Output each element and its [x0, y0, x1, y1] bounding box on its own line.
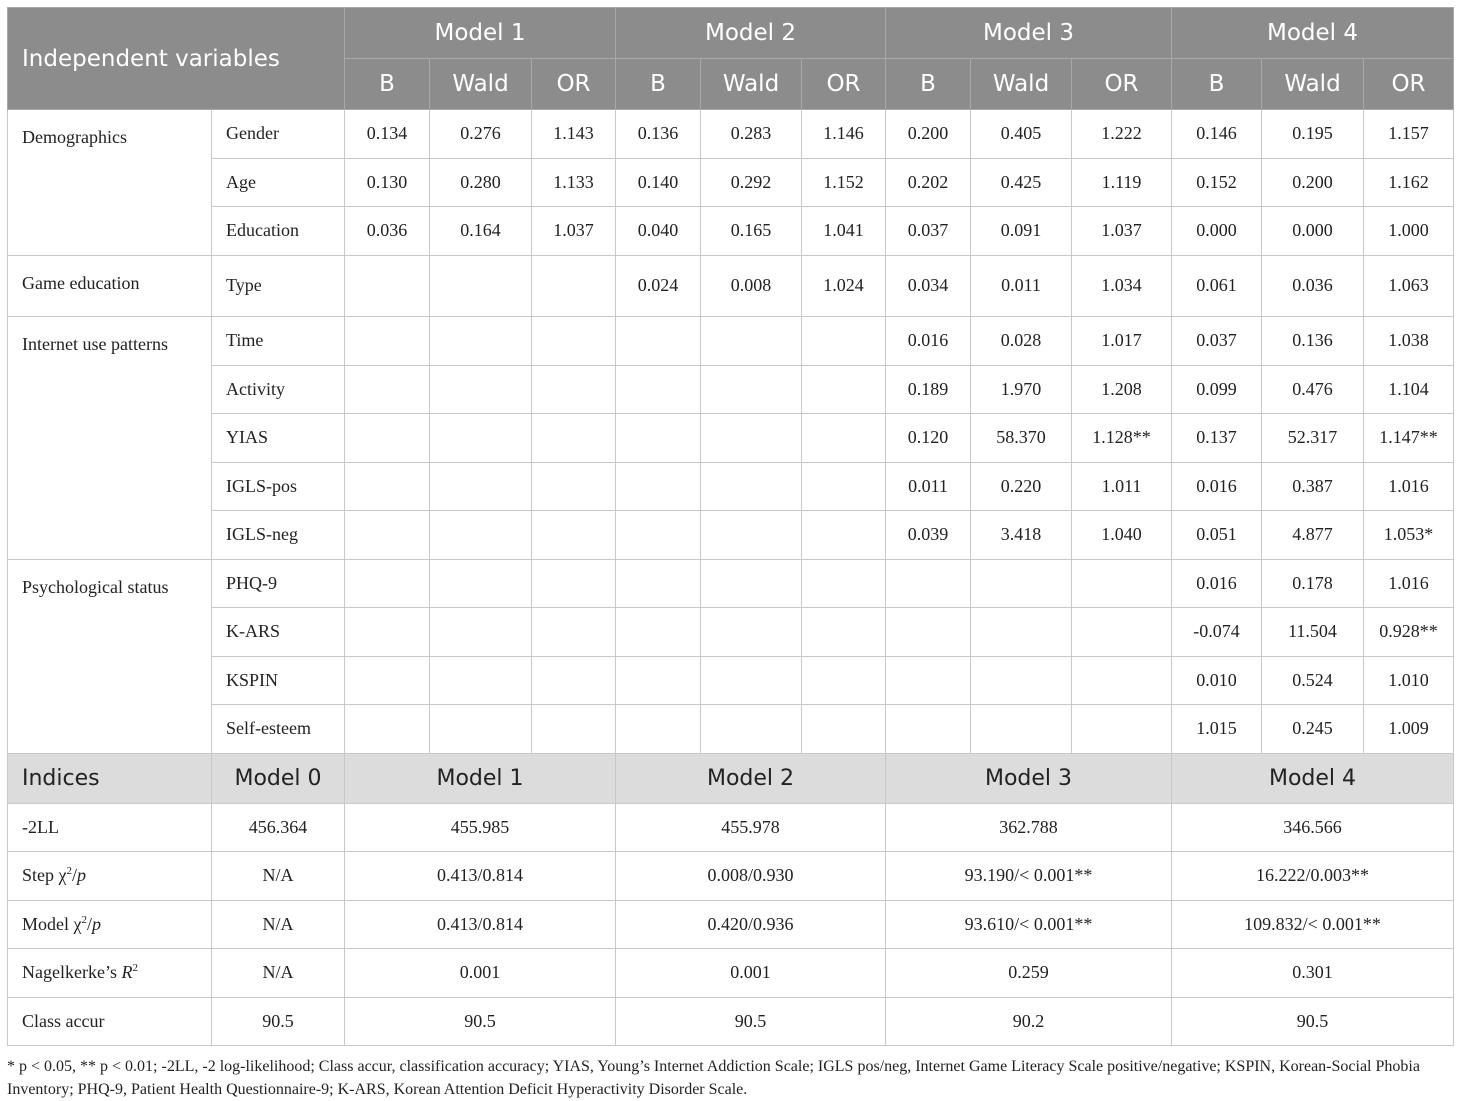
table-cell: 52.317: [1262, 414, 1364, 463]
stat-header-model2-wald: Wald: [701, 59, 802, 110]
index-value: 0.001: [616, 949, 886, 998]
table-cell: 0.130: [345, 158, 430, 207]
table-cell: 0.165: [701, 207, 802, 256]
variable-label: Education: [212, 207, 345, 256]
table-cell: [701, 365, 802, 414]
table-cell: [430, 414, 532, 463]
index-label-slash: /: [86, 913, 92, 934]
index-value: 90.5: [1172, 997, 1454, 1046]
model-2-index-header: Model 2: [616, 753, 886, 803]
table-cell: [616, 317, 701, 366]
header-row-models: [8, 8, 1454, 59]
table-cell: [430, 511, 532, 560]
table-cell: [1072, 559, 1172, 608]
stat-header-model4-wald: Wald: [1262, 59, 1364, 110]
table-row: [8, 110, 1454, 159]
table-cell: 0.028: [971, 317, 1072, 366]
table-cell: [532, 365, 616, 414]
table-cell: 1.152: [802, 158, 886, 207]
table-cell: [616, 559, 701, 608]
table-cell: 4.877: [1262, 511, 1364, 560]
index-label-text: Model χ: [22, 913, 82, 934]
index-value: 0.001: [345, 949, 616, 998]
table-cell: [802, 656, 886, 705]
table-cell: 0.000: [1172, 207, 1262, 256]
index-value: 90.5: [212, 997, 345, 1046]
table-row: [8, 255, 1454, 317]
table-cell: 1.208: [1072, 365, 1172, 414]
table-cell: [532, 414, 616, 463]
index-value: 0.413/0.814: [345, 900, 616, 949]
model-1-index-header: Model 1: [345, 753, 616, 803]
table-cell: 0.164: [430, 207, 532, 256]
index-row: [8, 949, 1454, 998]
table-cell: [345, 414, 430, 463]
table-cell: [532, 255, 616, 317]
table-cell: 0.178: [1262, 559, 1364, 608]
table-cell: [886, 656, 971, 705]
index-row: [8, 803, 1454, 852]
table-cell: [345, 656, 430, 705]
table-cell: 1.053*: [1364, 511, 1454, 560]
table-cell: [1072, 705, 1172, 754]
table-cell: 1.010: [1364, 656, 1454, 705]
table-cell: 1.157: [1364, 110, 1454, 159]
table-cell: [802, 317, 886, 366]
index-value: 0.008/0.930: [616, 852, 886, 901]
group-label: Demographics: [8, 110, 212, 256]
index-value: 455.985: [345, 803, 616, 852]
table-cell: 1.128**: [1072, 414, 1172, 463]
index-label: [8, 852, 212, 901]
table-cell: [701, 511, 802, 560]
index-value: 90.5: [616, 997, 886, 1046]
table-cell: 0.010: [1172, 656, 1262, 705]
table-cell: 0.202: [886, 158, 971, 207]
table-cell: 0.016: [886, 317, 971, 366]
table-cell: [345, 462, 430, 511]
index-value: 16.222/0.003**: [1172, 852, 1454, 901]
table-cell: [616, 705, 701, 754]
table-cell: 0.136: [616, 110, 701, 159]
table-cell: [1072, 656, 1172, 705]
index-value: 0.420/0.936: [616, 900, 886, 949]
table-cell: [701, 414, 802, 463]
table-cell: [802, 705, 886, 754]
table-cell: [802, 365, 886, 414]
index-row: [8, 852, 1454, 901]
table-cell: 0.928**: [1364, 608, 1454, 657]
table-cell: 1.119: [1072, 158, 1172, 207]
table-cell: 0.195: [1262, 110, 1364, 159]
table-cell: [701, 317, 802, 366]
table-cell: [886, 705, 971, 754]
stat-header-model2-b: B: [616, 59, 701, 110]
index-label-superscript: 2: [81, 913, 87, 926]
table-cell: 1.143: [532, 110, 616, 159]
index-label: [8, 949, 212, 998]
table-footnote: * p < 0.05, ** p < 0.01; -2LL, -2 log-likelihood; Class accur, classification accuracy; YIAS, Young’s Internet Addiction Scale; IGLS pos/neg, Internet Game Literacy Scale positive/negative; KSPIN, Korean-Social Phobia Inventory; PHQ-9, Patient Health Questionnaire-9; K-ARS, Korean Attention Deficit Hyperactivity Disorder Scale.: [7, 1058, 1420, 1098]
variable-label: Gender: [212, 110, 345, 159]
index-value: 346.566: [1172, 803, 1454, 852]
table-cell: 0.037: [1172, 317, 1262, 366]
variable-label: Self-esteem: [212, 705, 345, 754]
table-row: [8, 559, 1454, 608]
table-cell: 1.146: [802, 110, 886, 159]
table-cell: [616, 656, 701, 705]
index-label: -2LL: [8, 803, 212, 852]
index-value: N/A: [212, 852, 345, 901]
table-cell: 0.134: [345, 110, 430, 159]
stat-header-model4-or: OR: [1364, 59, 1454, 110]
table-cell: [802, 608, 886, 657]
model-2-header: Model 2: [616, 8, 886, 59]
table-cell: [971, 608, 1072, 657]
table-cell: [345, 317, 430, 366]
table-cell: 0.283: [701, 110, 802, 159]
table-cell: 1.147**: [1364, 414, 1454, 463]
index-value: 93.190/< 0.001**: [886, 852, 1172, 901]
table-cell: [701, 462, 802, 511]
table-cell: [430, 705, 532, 754]
table-cell: [532, 559, 616, 608]
table-cell: 0.152: [1172, 158, 1262, 207]
model-1-header: Model 1: [345, 8, 616, 59]
table-cell: 0.476: [1262, 365, 1364, 414]
index-value: 0.259: [886, 949, 1172, 998]
table-row: [8, 317, 1454, 366]
table-cell: 0.016: [1172, 462, 1262, 511]
model-4-index-header: Model 4: [1172, 753, 1454, 803]
variable-label: Activity: [212, 365, 345, 414]
table-cell: 1.016: [1364, 462, 1454, 511]
table-cell: 0.036: [1262, 255, 1364, 317]
table-cell: [345, 255, 430, 317]
table-cell: [802, 511, 886, 560]
index-value: 456.364: [212, 803, 345, 852]
table-cell: 0.051: [1172, 511, 1262, 560]
index-value: 109.832/< 0.001**: [1172, 900, 1454, 949]
index-label-superscript: 2: [66, 865, 72, 878]
variable-label: YIAS: [212, 414, 345, 463]
group-label: Psychological status: [8, 559, 212, 753]
table-row: [8, 705, 1454, 754]
table-cell: 0.200: [1262, 158, 1364, 207]
table-cell: [1072, 608, 1172, 657]
table-cell: 0.016: [1172, 559, 1262, 608]
table-row: [8, 511, 1454, 560]
table-cell: 1.063: [1364, 255, 1454, 317]
table-cell: [701, 705, 802, 754]
table-cell: [616, 511, 701, 560]
index-label: Class accur: [8, 997, 212, 1046]
index-value: 455.978: [616, 803, 886, 852]
index-value: 93.610/< 0.001**: [886, 900, 1172, 949]
regression-table: [7, 7, 1454, 1046]
table-cell: [701, 656, 802, 705]
table-cell: 1.104: [1364, 365, 1454, 414]
index-label-text: Nagelkerke’s: [22, 962, 122, 983]
table-cell: 1.037: [532, 207, 616, 256]
table-cell: 0.000: [1262, 207, 1364, 256]
table-cell: [532, 511, 616, 560]
table-cell: 0.405: [971, 110, 1072, 159]
variable-label: IGLS-neg: [212, 511, 345, 560]
index-value: 0.413/0.814: [345, 852, 616, 901]
table-cell: [345, 365, 430, 414]
table-cell: 0.137: [1172, 414, 1262, 463]
table-cell: [532, 608, 616, 657]
table-cell: 1.038: [1364, 317, 1454, 366]
table-cell: 1.017: [1072, 317, 1172, 366]
table-cell: [971, 656, 1072, 705]
table-cell: 0.011: [886, 462, 971, 511]
table-row: [8, 158, 1454, 207]
variable-label: PHQ-9: [212, 559, 345, 608]
table-cell: 0.524: [1262, 656, 1364, 705]
table-cell: 0.120: [886, 414, 971, 463]
table-cell: 1.024: [802, 255, 886, 317]
table-cell: 0.011: [971, 255, 1072, 317]
table-cell: [802, 414, 886, 463]
table-cell: 58.370: [971, 414, 1072, 463]
table-cell: [886, 559, 971, 608]
table-cell: 0.034: [886, 255, 971, 317]
table-cell: 0.040: [616, 207, 701, 256]
table-cell: 0.189: [886, 365, 971, 414]
table-row: [8, 207, 1454, 256]
index-value: 90.5: [345, 997, 616, 1046]
table-cell: 0.037: [886, 207, 971, 256]
indices-body: [8, 753, 1454, 1046]
stat-header-model3-or: OR: [1072, 59, 1172, 110]
table-cell: 1.133: [532, 158, 616, 207]
variable-label: IGLS-pos: [212, 462, 345, 511]
index-row: [8, 997, 1454, 1046]
index-value: N/A: [212, 900, 345, 949]
table-cell: [345, 608, 430, 657]
table-cell: 1.000: [1364, 207, 1454, 256]
table-cell: 0.039: [886, 511, 971, 560]
model-0-index-header: Model 0: [212, 753, 345, 803]
regression-table-container: [7, 7, 1453, 1101]
index-label-superscript: 2: [132, 962, 138, 975]
table-cell: 1.041: [802, 207, 886, 256]
table-cell: [616, 365, 701, 414]
table-cell: 0.200: [886, 110, 971, 159]
table-row: [8, 414, 1454, 463]
table-cell: [532, 705, 616, 754]
variable-label: KSPIN: [212, 656, 345, 705]
index-value: N/A: [212, 949, 345, 998]
stat-header-model3-b: B: [886, 59, 971, 110]
table-cell: [430, 317, 532, 366]
variable-label: Time: [212, 317, 345, 366]
table-cell: [971, 705, 1072, 754]
table-cell: 1.015: [1172, 705, 1262, 754]
table-cell: [430, 255, 532, 317]
table-cell: 0.008: [701, 255, 802, 317]
table-cell: 11.504: [1262, 608, 1364, 657]
table-cell: 0.276: [430, 110, 532, 159]
stat-header-model1-or: OR: [532, 59, 616, 110]
table-cell: 0.140: [616, 158, 701, 207]
variable-label: Age: [212, 158, 345, 207]
table-cell: [701, 559, 802, 608]
table-cell: [886, 608, 971, 657]
index-label-italic: p: [77, 865, 87, 886]
stat-header-model2-or: OR: [802, 59, 886, 110]
table-cell: [616, 462, 701, 511]
index-label-text: Step χ: [22, 865, 67, 886]
table-cell: [616, 414, 701, 463]
table-cell: [802, 559, 886, 608]
indices-label: Indices: [8, 753, 212, 803]
index-label: [8, 900, 212, 949]
group-label: Game education: [8, 255, 212, 317]
table-cell: 0.292: [701, 158, 802, 207]
table-cell: 1.016: [1364, 559, 1454, 608]
table-cell: 1.037: [1072, 207, 1172, 256]
table-cell: 0.387: [1262, 462, 1364, 511]
table-cell: [802, 462, 886, 511]
group-label: Internet use patterns: [8, 317, 212, 560]
table-cell: [701, 608, 802, 657]
index-label-italic: p: [92, 913, 101, 934]
table-cell: [345, 559, 430, 608]
model-3-header: Model 3: [886, 8, 1172, 59]
stat-header-model3-wald: Wald: [971, 59, 1072, 110]
table-cell: 1.222: [1072, 110, 1172, 159]
table-cell: [430, 365, 532, 414]
table-cell: [430, 608, 532, 657]
table-cell: [532, 317, 616, 366]
index-value: 90.2: [886, 997, 1172, 1046]
table-cell: 0.220: [971, 462, 1072, 511]
table-cell: 1.162: [1364, 158, 1454, 207]
model-4-header: Model 4: [1172, 8, 1454, 59]
table-cell: 0.091: [971, 207, 1072, 256]
table-cell: 1.009: [1364, 705, 1454, 754]
index-value: 362.788: [886, 803, 1172, 852]
table-cell: [345, 705, 430, 754]
table-cell: 0.280: [430, 158, 532, 207]
stat-header-model1-b: B: [345, 59, 430, 110]
table-cell: [345, 511, 430, 560]
index-row: [8, 900, 1454, 949]
table-row: [8, 462, 1454, 511]
index-label-italic: R: [121, 962, 133, 983]
table-row: [8, 365, 1454, 414]
independent-variables-header: Independent variables: [8, 8, 345, 110]
table-cell: 0.036: [345, 207, 430, 256]
coefficients-body: [8, 110, 1454, 754]
variable-label: K-ARS: [212, 608, 345, 657]
table-cell: 3.418: [971, 511, 1072, 560]
table-cell: [616, 608, 701, 657]
table-cell: [532, 462, 616, 511]
table-cell: 0.061: [1172, 255, 1262, 317]
table-cell: 0.146: [1172, 110, 1262, 159]
table-cell: 0.136: [1262, 317, 1364, 366]
table-cell: [430, 559, 532, 608]
stat-header-model1-wald: Wald: [430, 59, 532, 110]
table-row: [8, 608, 1454, 657]
table-cell: 0.425: [971, 158, 1072, 207]
table-cell: 1.034: [1072, 255, 1172, 317]
table-cell: 1.011: [1072, 462, 1172, 511]
table-cell: [430, 656, 532, 705]
table-cell: 1.040: [1072, 511, 1172, 560]
model-3-index-header: Model 3: [886, 753, 1172, 803]
table-cell: 0.245: [1262, 705, 1364, 754]
table-cell: 0.099: [1172, 365, 1262, 414]
table-cell: [532, 656, 616, 705]
indices-header-row: [8, 753, 1454, 803]
table-cell: [430, 462, 532, 511]
table-cell: -0.074: [1172, 608, 1262, 657]
table-cell: 0.024: [616, 255, 701, 317]
table-row: [8, 656, 1454, 705]
table-cell: 1.970: [971, 365, 1072, 414]
stat-header-model4-b: B: [1172, 59, 1262, 110]
variable-label: Type: [212, 255, 345, 317]
table-cell: [971, 559, 1072, 608]
index-label-slash: /: [72, 865, 78, 886]
index-value: 0.301: [1172, 949, 1454, 998]
